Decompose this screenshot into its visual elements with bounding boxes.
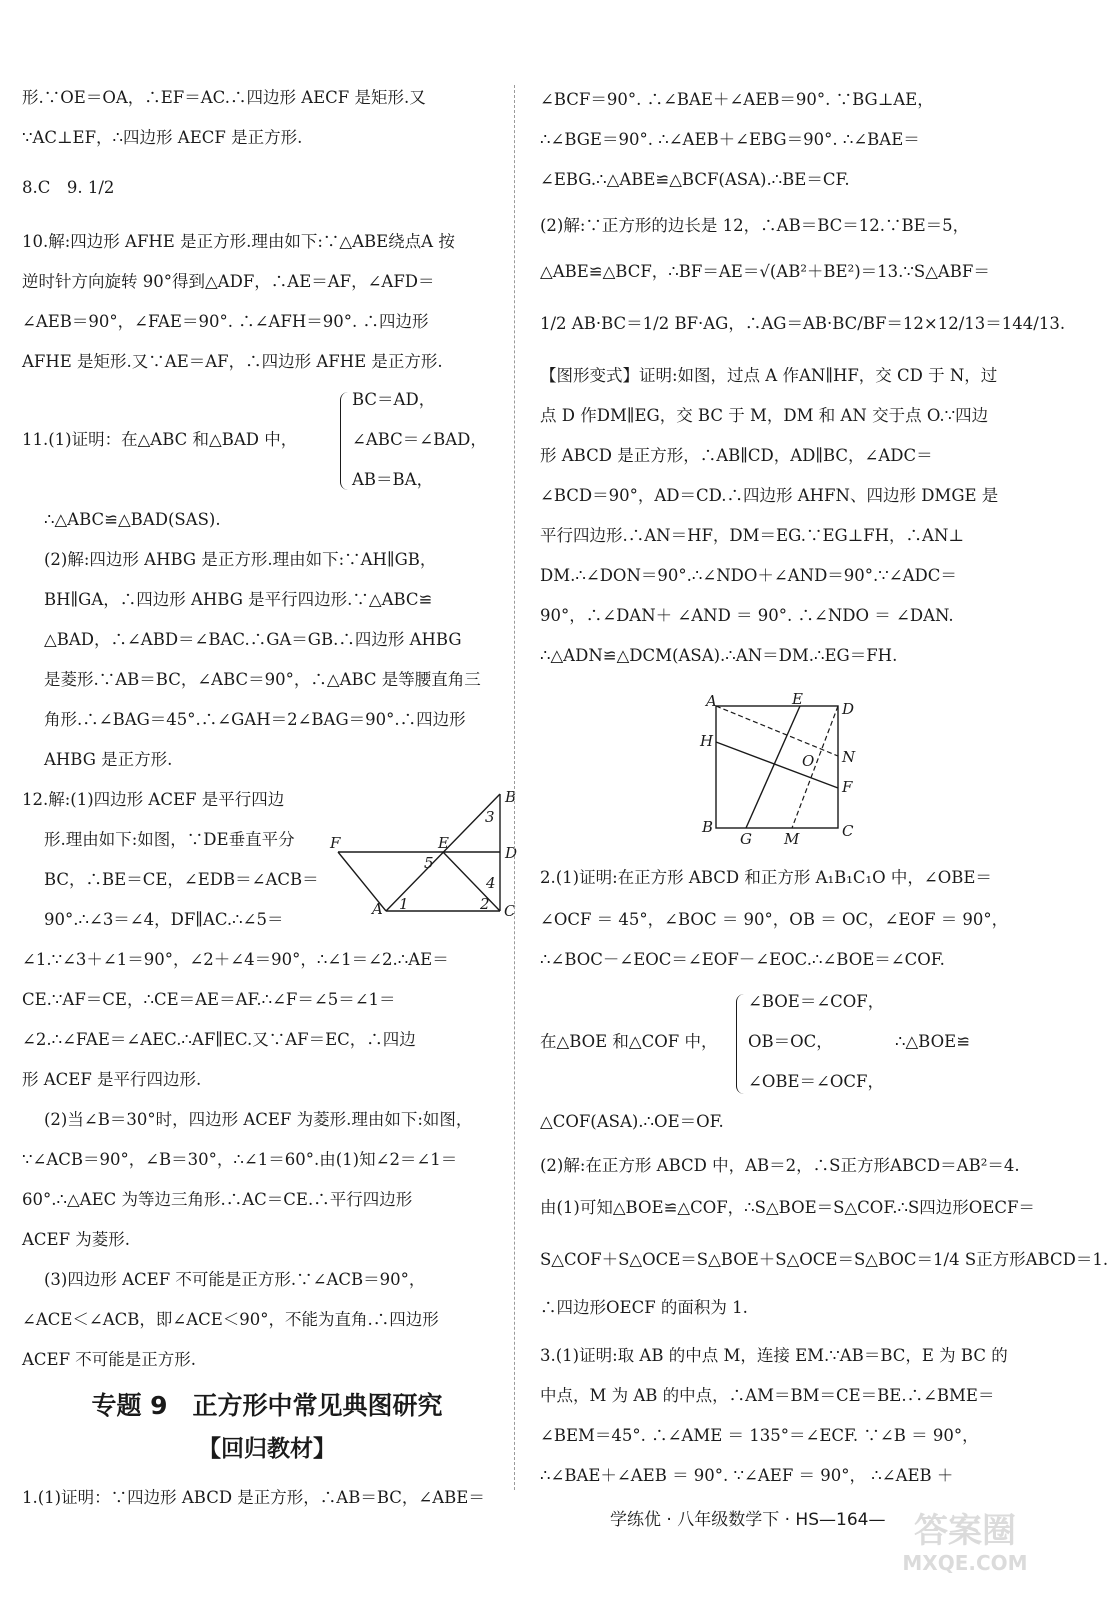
text-line: ∠ACE＜∠ACB，即∠ACE＜90°，不能为直角.∴四边形 <box>22 1310 439 1329</box>
system-brace <box>736 994 745 1094</box>
system-eq: AB＝BA， <box>352 470 434 489</box>
vertex-label-b: B <box>702 818 714 836</box>
system-eq: ∠OBE＝∠OCF， <box>748 1072 884 1091</box>
angle-label-1: 1 <box>399 895 409 913</box>
column-divider <box>514 85 515 1490</box>
point-label-o: O <box>802 752 815 770</box>
figure-q12 <box>330 786 520 926</box>
text-line: ACEF 为菱形. <box>22 1230 131 1249</box>
text-line: ∴△ADN≌△DCM(ASA).∴AN＝DM.∴EG＝FH. <box>540 646 898 665</box>
system-eq: OB＝OC， <box>748 1032 833 1051</box>
angle-label-2: 2 <box>480 895 490 913</box>
topic-title: 专题 9 正方形中常见典图研究 <box>91 1391 443 1420</box>
text-line: 1/2 AB·BC＝1/2 BF·AG，∴AG＝AB·BC/BF＝12×12/13＝144/13. <box>540 314 1066 333</box>
vertex-label-c: C <box>842 822 854 840</box>
text-line: 是菱形.∵AB＝BC，∠ABC＝90°，∴△ABC 是等腰直角三 <box>44 670 481 689</box>
text-line: 1.(1)证明：∵四边形 ABCD 是正方形，∴AB＝BC，∠ABE＝ <box>22 1488 485 1507</box>
text-line: 2.(1)证明:在正方形 ABCD 和正方形 A₁B₁C₁O 中，∠OBE＝ <box>540 868 992 887</box>
text-line: 形.理由如下:如图，∵DE垂直平分 <box>44 830 295 849</box>
text-line: BC，∴BE＝CE，∠EDB＝∠ACB＝ <box>44 870 319 889</box>
vertex-label-c: C <box>504 902 516 920</box>
text-line: 60°.∴△AEC 为等边三角形.∴AC＝CE.∴平行四边形 <box>22 1190 413 1209</box>
text-line: ∵AC⊥EF，∴四边形 AECF 是正方形. <box>22 128 303 147</box>
vertex-label-b: B <box>505 788 517 806</box>
page-footer: 学练优 · 八年级数学下 · HS—164— <box>610 1510 886 1530</box>
text-line: 点 D 作DM∥EG，交 BC 于 M，DM 和 AN 交于点 O.∵四边 <box>540 406 989 425</box>
vertex-label-h: H <box>700 732 714 750</box>
text-line: BH∥GA，∴四边形 AHBG 是平行四边形.∵△ABC≌ <box>44 590 433 609</box>
text-line: ∠1.∵∠3＋∠1＝90°，∠2＋∠4＝90°，∴∠1＝∠2.∴AE＝ <box>22 950 449 969</box>
vertex-label-e: E <box>792 690 803 708</box>
vertex-label-d: D <box>842 700 855 718</box>
vertex-label-a: A <box>706 692 717 710</box>
text-line: 形 ACEF 是平行四边形. <box>22 1070 202 1089</box>
figure-square <box>688 690 868 848</box>
text-line: ∠BEM＝45°. ∴∠AME ＝ 135°＝∠ECF. ∵∠B ＝ 90°， <box>540 1426 979 1445</box>
text-line: 形 ABCD 是正方形，∴AB∥CD，AD∥BC，∠ADC＝ <box>540 446 933 465</box>
text-line: 10.解:四边形 AFHE 是正方形.理由如下:∵△ABE绕点A 按 <box>22 232 455 251</box>
text-line: 中点，M 为 AB 的中点，∴AM＝BM＝CE＝BE.∴∠BME＝ <box>540 1386 995 1405</box>
text-line: 平行四边形.∴AN＝HF，DM＝EG.∵EG⊥FH，∴AN⊥ <box>540 526 964 545</box>
text-line: ∴四边形OECF 的面积为 1. <box>540 1298 748 1317</box>
text-line: ∴△ABC≌△BAD(SAS). <box>44 510 221 529</box>
text-line: 【图形变式】证明:如图，过点 A 作AN∥HF，交 CD 于 N，过 <box>540 366 998 385</box>
text-line: △COF(ASA).∴OE＝OF. <box>540 1112 724 1131</box>
text-line: ∠BCF＝90°. ∴∠BAE＋∠AEB＝90°. ∵BG⊥AE， <box>540 90 934 109</box>
text-line: ∠2.∴∠FAE＝∠AEC.∴AF∥EC.又∵AF＝EC，∴四边 <box>22 1030 416 1049</box>
vertex-label-n: N <box>842 748 856 766</box>
vertex-label-f: F <box>842 778 853 796</box>
text-line: 形.∵OE＝OA，∴EF＝AC.∴四边形 AECF 是矩形.又 <box>22 88 426 107</box>
text-line: △BAD，∴∠ABD＝∠BAC.∴GA＝GB.∴四边形 AHBG <box>44 630 462 649</box>
watermark-url: MXQE.COM <box>902 1551 1028 1575</box>
text-line: ∠OCF ＝ 45°，∠BOC ＝ 90°，OB ＝ OC，∠EOF ＝ 90°， <box>540 910 1009 929</box>
system-eq: BC＝AD， <box>352 390 436 409</box>
vertex-label-a: A <box>372 900 383 918</box>
text-line: 11.(1)证明：在△ABC 和△BAD 中， <box>22 430 298 449</box>
text-line: (3)四边形 ACEF 不可能是正方形.∵∠ACB＝90°， <box>44 1270 426 1289</box>
text-line: AFHE 是矩形.又∵AE＝AF，∴四边形 AFHE 是正方形. <box>22 352 443 371</box>
vertex-label-g: G <box>740 830 752 848</box>
text-line: ACEF 不可能是正方形. <box>22 1350 197 1369</box>
text-line: 在△BOE 和△COF 中， <box>540 1032 718 1051</box>
text-line: △ABE≌△BCF，∴BF＝AE＝√(AB²＋BE²)＝13.∵S△ABF＝ <box>540 262 990 281</box>
text-line: DM.∴∠DON＝90°.∴∠NDO＋∠AND＝90°.∵∠ADC＝ <box>540 566 957 585</box>
text-line: ∴∠BAE＋∠AEB ＝ 90°. ∵∠AEF ＝ 90°， ∴∠AEB ＋ <box>540 1466 954 1485</box>
text-line: ∴∠BGE＝90°. ∴∠AEB＋∠EBG＝90°. ∴∠BAE＝ <box>540 130 920 149</box>
text-line: 逆时针方向旋转 90°得到△ADF，∴AE＝AF，∠AFD＝ <box>22 272 435 291</box>
vertex-label-e: E <box>438 834 449 852</box>
text-line: 90°，∴∠DAN＋ ∠AND ＝ 90°. ∴∠NDO ＝ ∠DAN. <box>540 606 954 625</box>
text-line: S△COF＋S△OCE＝S△BOE＋S△OCE＝S△BOC＝1/4 S正方形ABCD＝1. <box>540 1250 1108 1269</box>
text-line: ∴△BOE≌ <box>895 1032 971 1051</box>
angle-label-3: 3 <box>485 808 495 826</box>
text-line: (2)当∠B＝30°时，四边形 ACEF 为菱形.理由如下:如图， <box>44 1110 473 1129</box>
angle-label-5: 5 <box>424 854 434 872</box>
text-line: (2)解:∵正方形的边长是 12，∴AB＝BC＝12.∵BE＝5， <box>540 216 970 235</box>
text-line: 角形.∴∠BAG＝45°.∴∠GAH＝2∠BAG＝90°.∴四边形 <box>44 710 466 729</box>
text-line: 90°.∴∠3＝∠4，DF∥AC.∴∠5＝ <box>44 910 284 929</box>
text-line: ∠AEB＝90°，∠FAE＝90°. ∴∠AFH＝90°. ∴四边形 <box>22 312 429 331</box>
angle-label-4: 4 <box>486 874 496 892</box>
text-line: (2)解:在正方形 ABCD 中，AB＝2，∴S正方形ABCD＝AB²＝4. <box>540 1156 1020 1175</box>
text-line: AHBG 是正方形. <box>44 750 173 769</box>
watermark-logo <box>870 1500 1060 1580</box>
vertex-label-m: M <box>784 830 800 848</box>
text-line: (2)解:四边形 AHBG 是正方形.理由如下:∵AH∥GB， <box>44 550 437 569</box>
text-line: 12.解:(1)四边形 ACEF 是平行四边 <box>22 790 285 809</box>
text-line: ∠BCD＝90°，AD＝CD.∴四边形 AHFN、四边形 DMGE 是 <box>540 486 999 505</box>
text-line: 3.(1)证明:取 AB 的中点 M，连接 EM.∵AB＝BC，E 为 BC 的 <box>540 1346 1008 1365</box>
text-line: ∵∠ACB＝90°，∠B＝30°，∴∠1＝60°.由(1)知∠2＝∠1＝ <box>22 1150 458 1169</box>
section-title: 【回归教材】 <box>198 1436 336 1462</box>
vertex-label-d: D <box>505 844 518 862</box>
watermark-text: 答案圈 <box>914 1511 1016 1551</box>
text-line: ∴∠BOC－∠EOC＝∠EOF－∠EOC.∴∠BOE＝∠COF. <box>540 950 945 969</box>
vertex-label-f: F <box>330 834 341 852</box>
text-line: 由(1)可知△BOE≌△COF，∴S△BOE＝S△COF.∴S四边形OECF＝ <box>540 1198 1035 1217</box>
system-eq: ∠BOE＝∠COF， <box>748 992 885 1011</box>
text-line: 8.C 9. 1/2 <box>22 178 115 197</box>
system-eq: ∠ABC＝∠BAD， <box>352 430 487 449</box>
text-line: CE.∵AF＝CE，∴CE＝AE＝AF.∴∠F＝∠5＝∠1＝ <box>22 990 396 1009</box>
system-brace <box>340 392 349 490</box>
text-line: ∠EBG.∴△ABE≌△BCF(ASA).∴BE＝CF. <box>540 170 850 189</box>
